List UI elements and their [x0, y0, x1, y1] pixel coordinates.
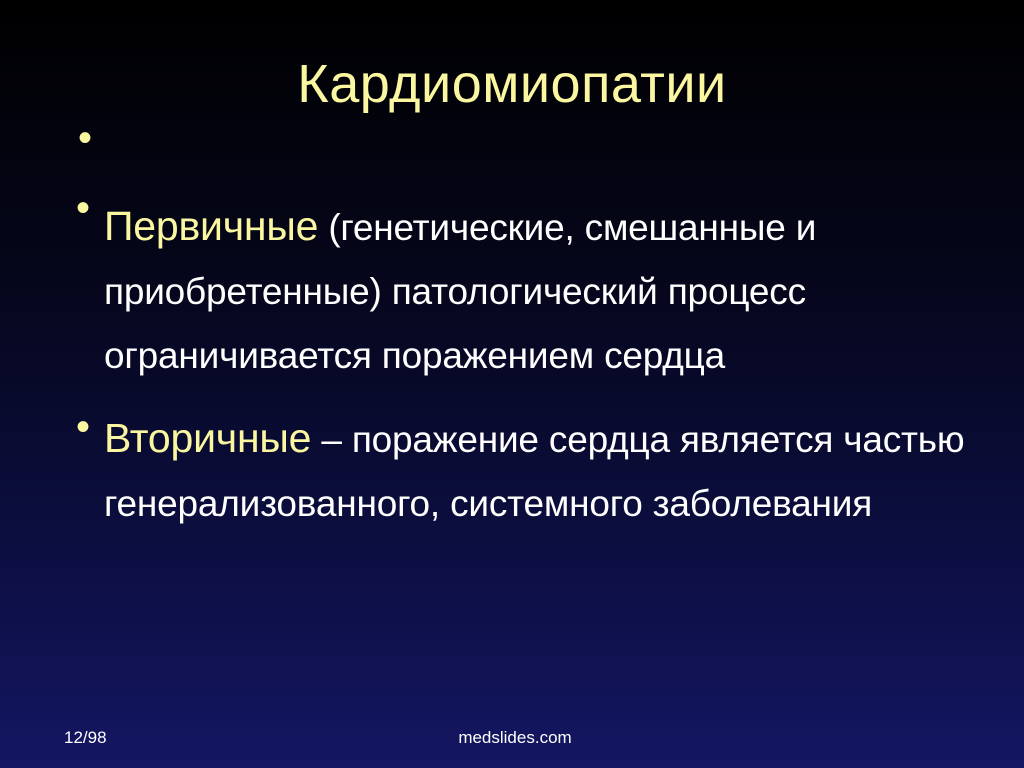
- bullet-icon: •: [76, 405, 91, 449]
- empty-bullet-icon: •: [78, 116, 93, 160]
- page-number: 12/98: [64, 728, 107, 747]
- site-name: medslides.com: [458, 728, 572, 747]
- secondary-term: Вторичные: [104, 415, 312, 461]
- secondary-description: – поражение сердца является частью генерализованного, системного заболевания: [104, 419, 965, 524]
- slide-title: Кардиомиопатии: [297, 54, 727, 114]
- bullet-icon: •: [76, 186, 91, 230]
- primary-term: Первичные: [104, 203, 319, 249]
- secondary-paragraph: [104, 406, 1014, 536]
- primary-description: (генетические, смешанные и приобретенные) патологический процесс ограничивается поражением сердца: [104, 207, 817, 376]
- primary-paragraph: [104, 194, 1014, 388]
